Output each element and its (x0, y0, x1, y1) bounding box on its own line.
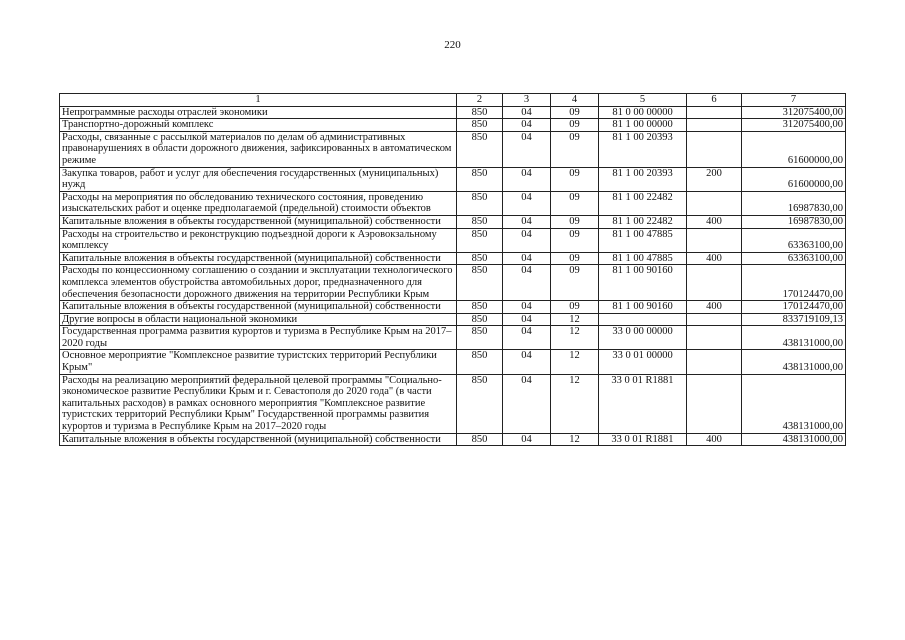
header-cell: 2 (457, 94, 503, 107)
row-section-cell: 04 (503, 167, 551, 191)
header-cell: 4 (551, 94, 599, 107)
row-name-cell: Государственная программа развития курортов и туризма в Республике Крым на 2017–2020 годы (60, 326, 457, 350)
row-name-cell: Расходы на реализацию мероприятий федеральной целевой программы "Социально-экономическое развитие Республики Крым и г. Севастополя до 2020 года" (в части капитальных расходов) в рамках основного мероприятия "Комплексное развитие туристских территорий Республики Крым" Государственной программы развития курортов и туризма в Республике Крым на 2017–2020 годы (60, 374, 457, 433)
row-amount-cell: 61600000,00 (742, 167, 846, 191)
table-header-row (60, 94, 846, 107)
row-subsection-cell: 09 (551, 301, 599, 314)
row-amount-cell: 170124470,00 (742, 265, 846, 301)
table-row (60, 228, 846, 252)
row-section-cell: 04 (503, 374, 551, 433)
row-ministry-code-cell: 850 (457, 374, 503, 433)
table-row (60, 374, 846, 433)
row-target-article-cell: 81 1 00 20393 (599, 131, 687, 167)
row-name-cell: Транспортно-дорожный комплекс (60, 119, 457, 132)
row-ministry-code-cell: 850 (457, 119, 503, 132)
row-ministry-code-cell: 850 (457, 191, 503, 215)
row-target-article-cell: 81 1 00 90160 (599, 301, 687, 314)
table-row (60, 350, 846, 374)
row-amount-cell: 438131000,00 (742, 350, 846, 374)
row-target-article-cell: 81 1 00 47885 (599, 228, 687, 252)
row-amount-cell: 438131000,00 (742, 374, 846, 433)
row-ministry-code-cell: 850 (457, 326, 503, 350)
row-ministry-code-cell: 850 (457, 313, 503, 326)
row-expense-type-cell: 400 (687, 252, 742, 265)
row-section-cell: 04 (503, 191, 551, 215)
row-section-cell: 04 (503, 228, 551, 252)
row-amount-cell: 63363100,00 (742, 252, 846, 265)
row-amount-cell: 833719109,13 (742, 313, 846, 326)
row-expense-type-cell (687, 191, 742, 215)
row-name-cell: Другие вопросы в области национальной экономики (60, 313, 457, 326)
row-section-cell: 04 (503, 326, 551, 350)
header-cell: 7 (742, 94, 846, 107)
row-target-article-cell: 33 0 01 R1881 (599, 374, 687, 433)
row-expense-type-cell (687, 131, 742, 167)
row-amount-cell: 312075400,00 (742, 119, 846, 132)
row-name-cell: Капитальные вложения в объекты государственной (муниципальной) собственности (60, 215, 457, 228)
row-ministry-code-cell: 850 (457, 167, 503, 191)
row-amount-cell: 16987830,00 (742, 215, 846, 228)
row-target-article-cell (599, 313, 687, 326)
row-name-cell: Непрограммные расходы отраслей экономики (60, 106, 457, 119)
table-row (60, 326, 846, 350)
row-subsection-cell: 09 (551, 215, 599, 228)
row-subsection-cell: 09 (551, 265, 599, 301)
row-subsection-cell: 12 (551, 326, 599, 350)
row-amount-cell: 312075400,00 (742, 106, 846, 119)
row-target-article-cell: 81 1 00 22482 (599, 215, 687, 228)
row-ministry-code-cell: 850 (457, 228, 503, 252)
header-cell: 6 (687, 94, 742, 107)
row-amount-cell: 438131000,00 (742, 326, 846, 350)
header-cell: 1 (60, 94, 457, 107)
row-subsection-cell: 09 (551, 106, 599, 119)
row-subsection-cell: 12 (551, 350, 599, 374)
row-amount-cell: 63363100,00 (742, 228, 846, 252)
row-section-cell: 04 (503, 215, 551, 228)
row-target-article-cell: 81 0 00 00000 (599, 106, 687, 119)
row-expense-type-cell: 200 (687, 167, 742, 191)
row-section-cell: 04 (503, 106, 551, 119)
row-subsection-cell: 09 (551, 167, 599, 191)
row-expense-type-cell (687, 374, 742, 433)
row-expense-type-cell: 400 (687, 215, 742, 228)
row-name-cell: Основное мероприятие "Комплексное развитие туристских территорий Республики Крым" (60, 350, 457, 374)
table-row (60, 215, 846, 228)
row-target-article-cell: 81 1 00 90160 (599, 265, 687, 301)
table-row (60, 313, 846, 326)
row-expense-type-cell (687, 350, 742, 374)
row-amount-cell: 438131000,00 (742, 433, 846, 446)
row-expense-type-cell (687, 106, 742, 119)
row-target-article-cell: 81 1 00 00000 (599, 119, 687, 132)
row-name-cell: Закупка товаров, работ и услуг для обеспечения государственных (муниципальных) нужд (60, 167, 457, 191)
row-expense-type-cell (687, 228, 742, 252)
row-ministry-code-cell: 850 (457, 131, 503, 167)
budget-table (59, 93, 846, 446)
row-target-article-cell: 33 0 01 R1881 (599, 433, 687, 446)
table-row (60, 252, 846, 265)
row-name-cell: Капитальные вложения в объекты государственной (муниципальной) собственности (60, 252, 457, 265)
table-row (60, 191, 846, 215)
row-subsection-cell: 09 (551, 131, 599, 167)
row-ministry-code-cell: 850 (457, 265, 503, 301)
row-section-cell: 04 (503, 350, 551, 374)
header-cell: 5 (599, 94, 687, 107)
row-expense-type-cell: 400 (687, 433, 742, 446)
header-cell: 3 (503, 94, 551, 107)
row-name-cell: Расходы, связанные с рассылкой материалов по делам об административных правонарушениях в области дорожного движения, зафиксированных в автоматическом режиме (60, 131, 457, 167)
row-ministry-code-cell: 850 (457, 350, 503, 374)
table-row (60, 433, 846, 446)
row-section-cell: 04 (503, 131, 551, 167)
row-subsection-cell: 12 (551, 374, 599, 433)
row-section-cell: 04 (503, 265, 551, 301)
row-expense-type-cell (687, 313, 742, 326)
table-row (60, 301, 846, 314)
row-subsection-cell: 09 (551, 191, 599, 215)
row-ministry-code-cell: 850 (457, 301, 503, 314)
row-section-cell: 04 (503, 301, 551, 314)
row-expense-type-cell (687, 326, 742, 350)
table-row (60, 131, 846, 167)
table-row (60, 265, 846, 301)
row-ministry-code-cell: 850 (457, 215, 503, 228)
row-section-cell: 04 (503, 433, 551, 446)
row-target-article-cell: 81 1 00 20393 (599, 167, 687, 191)
page-number: 220 (444, 39, 461, 51)
row-name-cell: Расходы на строительство и реконструкцию подъездной дороги к Аэровокзальному комплексу (60, 228, 457, 252)
row-target-article-cell: 81 1 00 22482 (599, 191, 687, 215)
table-row (60, 106, 846, 119)
row-expense-type-cell (687, 119, 742, 132)
row-name-cell: Капитальные вложения в объекты государственной (муниципальной) собственности (60, 301, 457, 314)
row-target-article-cell: 33 0 00 00000 (599, 326, 687, 350)
row-section-cell: 04 (503, 313, 551, 326)
row-ministry-code-cell: 850 (457, 106, 503, 119)
row-section-cell: 04 (503, 119, 551, 132)
row-subsection-cell: 12 (551, 433, 599, 446)
row-amount-cell: 16987830,00 (742, 191, 846, 215)
row-section-cell: 04 (503, 252, 551, 265)
table-row (60, 119, 846, 132)
row-amount-cell: 170124470,00 (742, 301, 846, 314)
row-ministry-code-cell: 850 (457, 433, 503, 446)
row-ministry-code-cell: 850 (457, 252, 503, 265)
row-subsection-cell: 09 (551, 252, 599, 265)
row-expense-type-cell: 400 (687, 301, 742, 314)
table-row (60, 167, 846, 191)
row-name-cell: Расходы на мероприятия по обследованию технического состояния, проведению изыскательских работ и оценке предполагаемой (предельной) стоимости объектов (60, 191, 457, 215)
row-name-cell: Капитальные вложения в объекты государственной (муниципальной) собственности (60, 433, 457, 446)
row-expense-type-cell (687, 265, 742, 301)
row-subsection-cell: 12 (551, 313, 599, 326)
row-subsection-cell: 09 (551, 228, 599, 252)
row-subsection-cell: 09 (551, 119, 599, 132)
row-target-article-cell: 33 0 01 00000 (599, 350, 687, 374)
row-amount-cell: 61600000,00 (742, 131, 846, 167)
row-target-article-cell: 81 1 00 47885 (599, 252, 687, 265)
row-name-cell: Расходы по концессионному соглашению о создании и эксплуатации технологического комплекса элементов обустройства автомобильных дорог, предназначенного для обеспечения безопасности дорожного движения на территории Республики Крым (60, 265, 457, 301)
